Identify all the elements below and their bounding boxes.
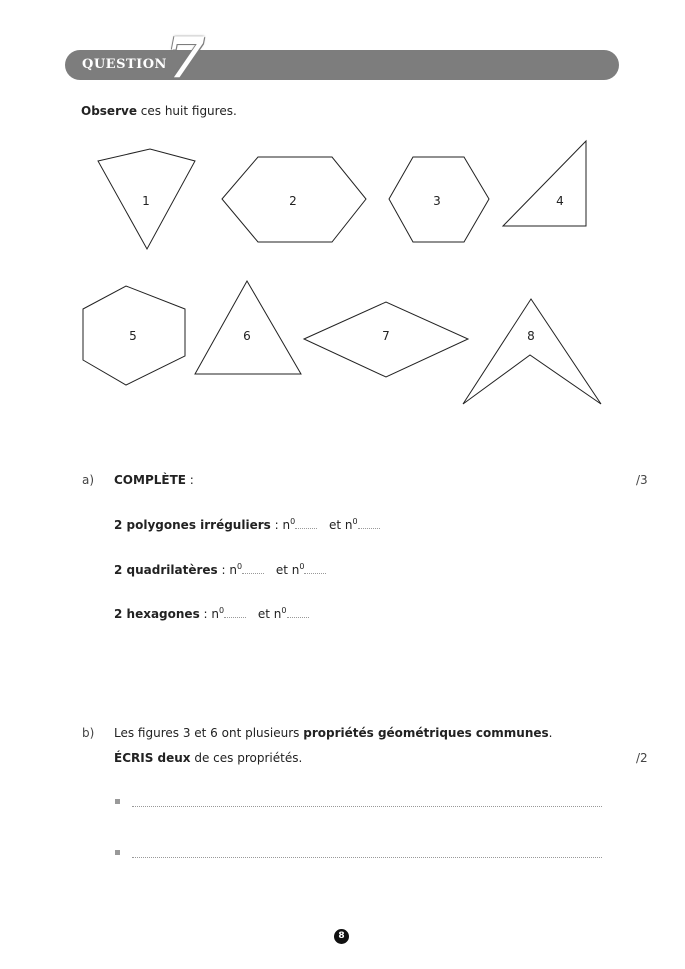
part-b-line-1-end: . — [548, 726, 553, 740]
row-sep: : n — [199, 607, 219, 621]
part-a-score: /3 — [636, 473, 648, 487]
figure-1-label: 1 — [142, 194, 150, 208]
part-b-letter: b) — [82, 726, 95, 740]
question-number: 7 — [166, 25, 205, 91]
page-number: 8 — [334, 929, 349, 944]
row-sup: 0 — [236, 562, 243, 571]
figure-5-label: 5 — [129, 329, 137, 343]
intro-bold: Observe — [81, 104, 137, 118]
intro-rest: ces huit figures. — [136, 104, 237, 118]
answer-blank-2[interactable] — [358, 528, 380, 529]
figure-6-shape — [195, 281, 301, 374]
row-sup: 0 — [290, 517, 296, 526]
part-a-letter: a) — [82, 473, 95, 487]
answer-line-1[interactable] — [132, 806, 602, 807]
answer-blank-4[interactable] — [304, 573, 326, 574]
row-label: 2 hexagones — [114, 607, 200, 621]
answer-row-hexagons — [114, 606, 317, 621]
row-label: 2 polygones irréguliers — [114, 518, 271, 532]
figure-7-label: 7 — [382, 329, 390, 343]
part-b-line-2 — [114, 751, 302, 765]
answer-blank-5[interactable] — [224, 617, 246, 618]
figure-6-label: 6 — [243, 329, 251, 343]
part-a-colon: : — [185, 473, 194, 487]
part-b-score: /2 — [636, 751, 648, 765]
figure-4-shape — [503, 141, 586, 226]
part-a-instruction — [114, 473, 194, 487]
answer-blank-1[interactable] — [295, 528, 317, 529]
row-et: et n — [254, 607, 282, 621]
figure-8-label: 8 — [527, 329, 535, 343]
row-sup: 0 — [219, 606, 225, 615]
answer-row-quadrilaterals — [114, 562, 334, 577]
row-sup-2: 0 — [281, 606, 287, 615]
row-sup-2: 0 — [352, 517, 358, 526]
part-b-line-2-rest: de ces propriétés. — [190, 751, 303, 765]
bullet-square-icon — [115, 799, 120, 804]
answer-row-polygons — [114, 517, 388, 532]
row-sup-2: 0 — [299, 562, 305, 571]
row-et: et n — [325, 518, 353, 532]
figure-2-label: 2 — [289, 194, 297, 208]
question-label: QUESTION — [82, 57, 167, 72]
part-b-line-2-bold: ÉCRIS deux — [114, 751, 191, 765]
part-b-line-1-bold: propriétés géométriques communes — [303, 726, 549, 740]
row-sep: : n — [270, 518, 291, 532]
row-et: et n — [272, 563, 300, 577]
part-b-line-1-pre: Les figures 3 et 6 ont plusieurs — [114, 726, 304, 740]
answer-blank-6[interactable] — [287, 617, 309, 618]
figure-8-shape — [463, 299, 601, 404]
part-b-line-1 — [114, 726, 552, 740]
answer-line-2[interactable] — [132, 857, 602, 858]
bullet-square-icon — [115, 850, 120, 855]
row-sep: : n — [217, 563, 237, 577]
part-a-instruction-bold: COMPLÈTE — [114, 473, 186, 487]
figure-4-label: 4 — [556, 194, 564, 208]
figure-3-label: 3 — [433, 194, 441, 208]
answer-blank-3[interactable] — [242, 573, 264, 574]
row-label: 2 quadrilatères — [114, 563, 218, 577]
